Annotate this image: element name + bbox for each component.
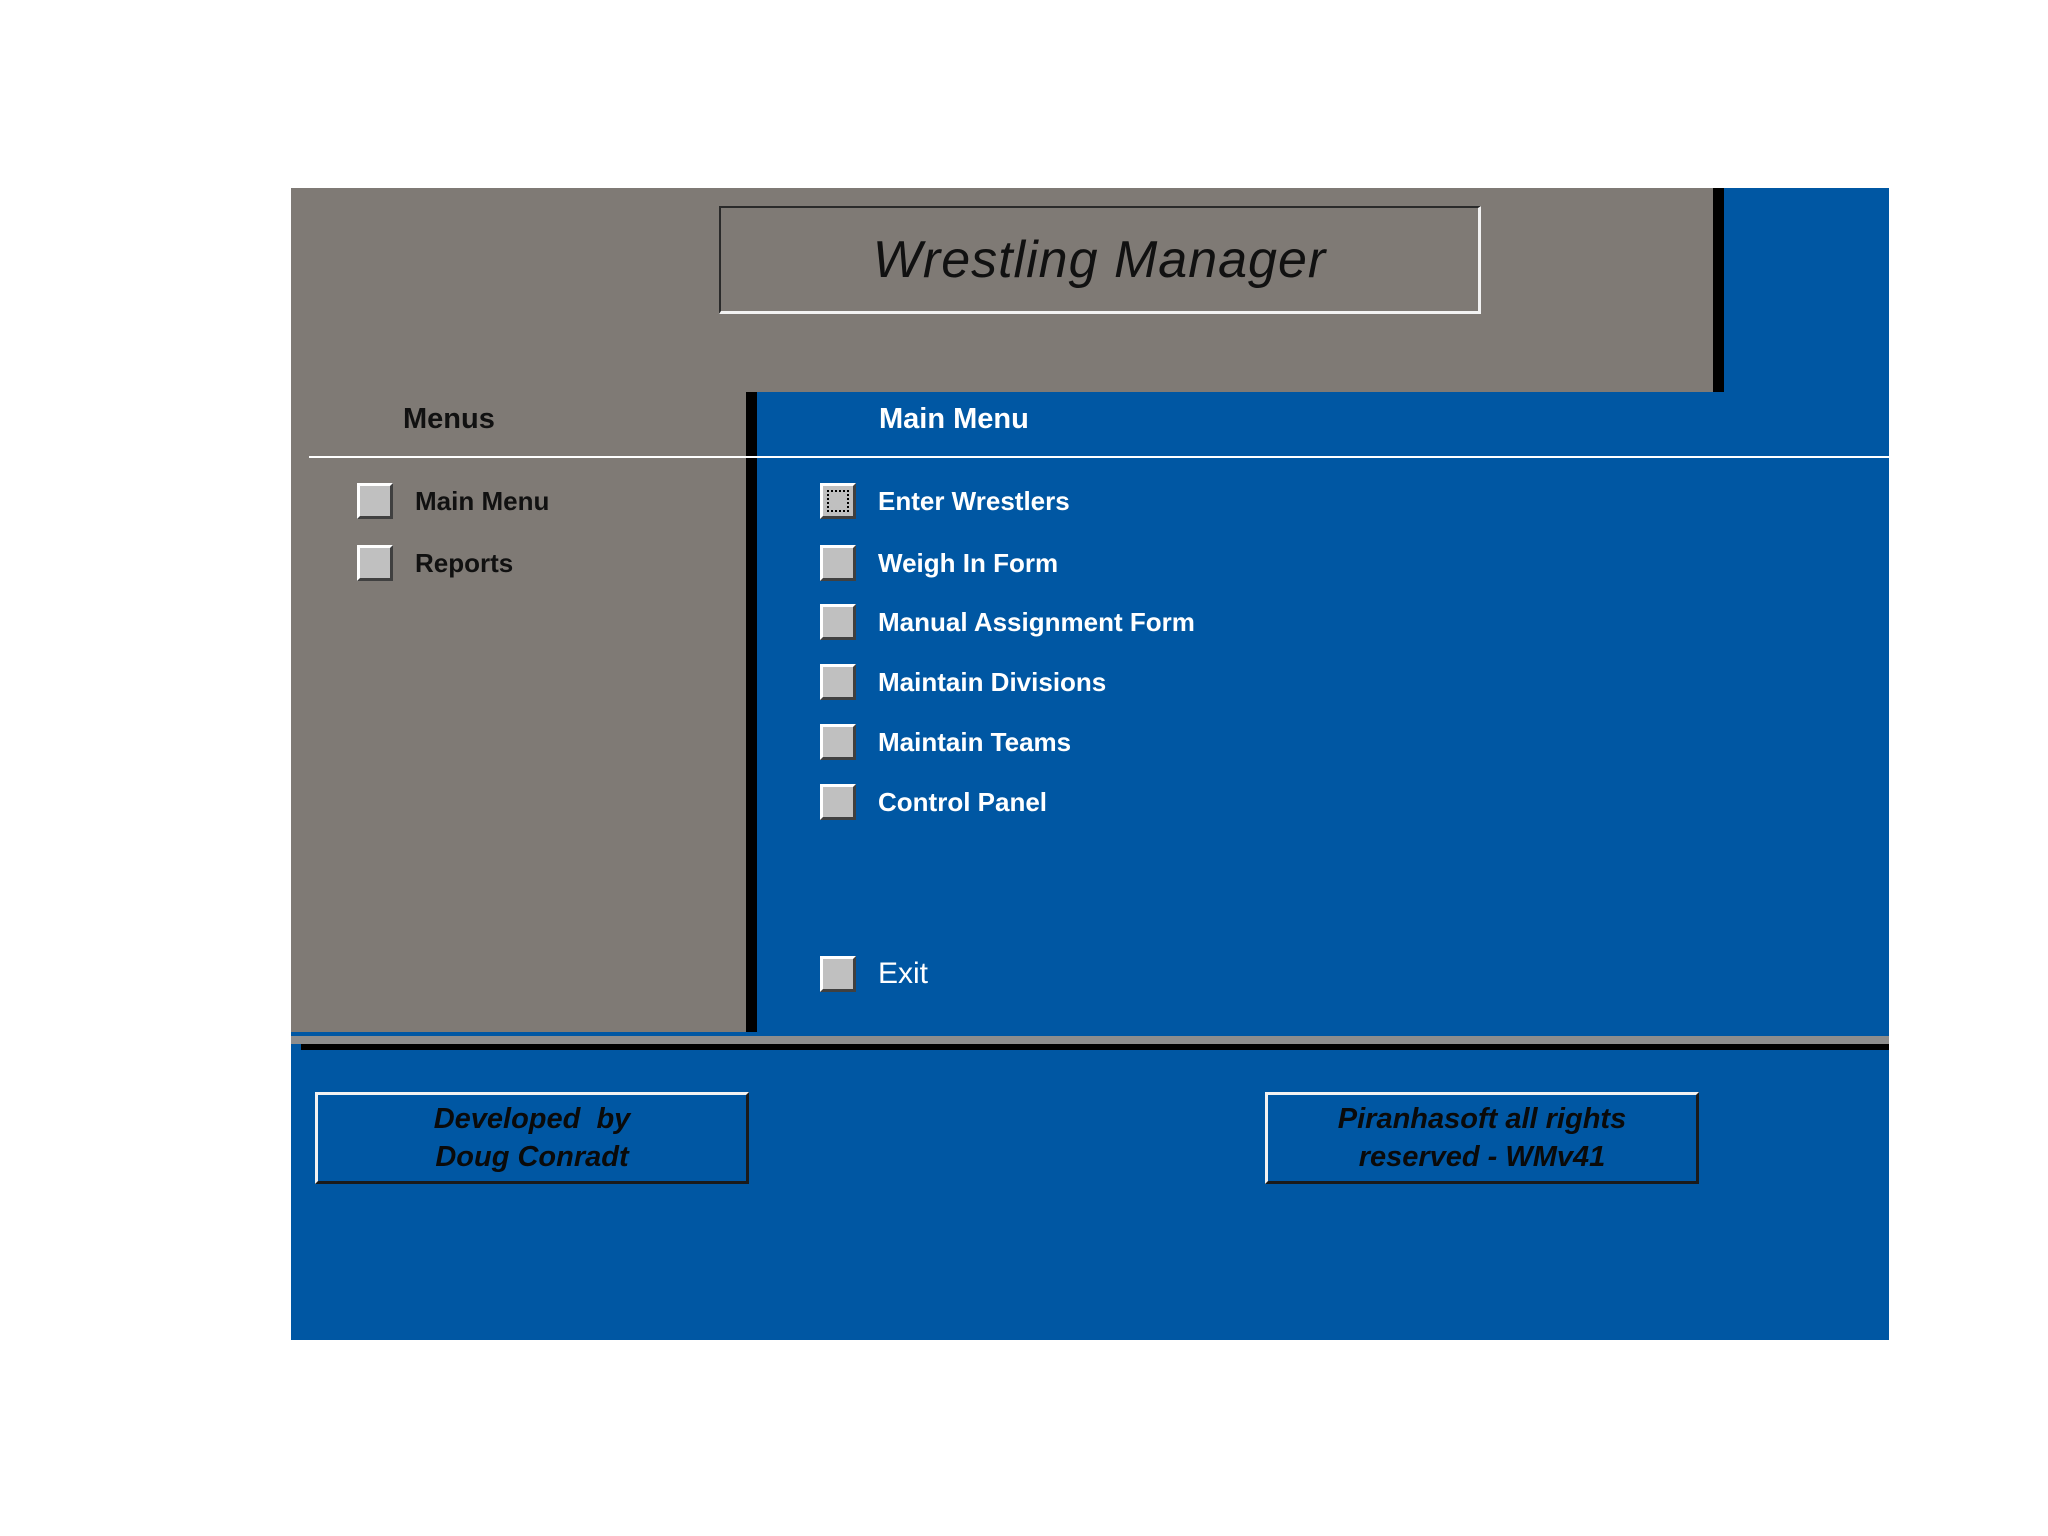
heading-rule	[309, 456, 1889, 458]
menu-item-reports[interactable]	[357, 543, 513, 583]
menu-item-label: Maintain Divisions	[878, 666, 1107, 697]
main-menu-button[interactable]	[357, 483, 393, 519]
separator-shadow	[301, 1044, 1889, 1050]
title-box	[719, 206, 1481, 314]
developer-line-2: Doug Conradt	[435, 1141, 629, 1173]
menu-item-control-panel[interactable]	[820, 782, 1047, 822]
separator-bar	[291, 1036, 1889, 1044]
weigh-in-form-button[interactable]	[820, 545, 856, 581]
manual-assignment-form-button[interactable]	[820, 604, 856, 640]
menu-item-label: Enter Wrestlers	[878, 485, 1070, 516]
menu-item-weigh-in-form[interactable]	[820, 543, 1058, 583]
copyright-line-2: reserved - WMv41	[1358, 1141, 1606, 1173]
copyright-line-1: Piranhasoft all rights	[1337, 1103, 1627, 1135]
menu-item-label: Manual Assignment Form	[878, 606, 1195, 637]
developer-credit-box	[315, 1092, 749, 1184]
menu-item-enter-wrestlers[interactable]	[820, 481, 1070, 521]
enter-wrestlers-button[interactable]	[820, 483, 856, 519]
menu-item-label: Weigh In Form	[878, 547, 1059, 578]
header-divider	[1713, 188, 1724, 392]
menu-item-label: Control Panel	[878, 786, 1048, 817]
control-panel-button[interactable]	[820, 784, 856, 820]
exit-button[interactable]	[820, 956, 856, 992]
menu-item-label: Main Menu	[415, 485, 550, 516]
menu-item-maintain-teams[interactable]	[820, 722, 1071, 762]
maintain-divisions-button[interactable]	[820, 664, 856, 700]
menu-item-label: Reports	[415, 547, 514, 578]
panel-divider	[746, 392, 757, 1032]
reports-button[interactable]	[357, 545, 393, 581]
app-title: Wrestling Manager	[872, 230, 1327, 289]
maintain-teams-button[interactable]	[820, 724, 856, 760]
menu-item-exit[interactable]	[820, 954, 928, 994]
menu-item-label: Maintain Teams	[878, 726, 1072, 757]
app-window	[291, 188, 1889, 1340]
menu-item-label: Exit	[878, 957, 929, 990]
menu-item-main-menu[interactable]	[357, 481, 549, 521]
copyright-box	[1265, 1092, 1699, 1184]
menu-item-maintain-divisions[interactable]	[820, 662, 1106, 702]
main-menu-heading: Main Menu	[879, 403, 1029, 435]
menu-item-manual-assignment-form[interactable]	[820, 602, 1195, 642]
menus-heading: Menus	[403, 403, 495, 435]
developer-line-1: Developed by	[433, 1103, 631, 1135]
